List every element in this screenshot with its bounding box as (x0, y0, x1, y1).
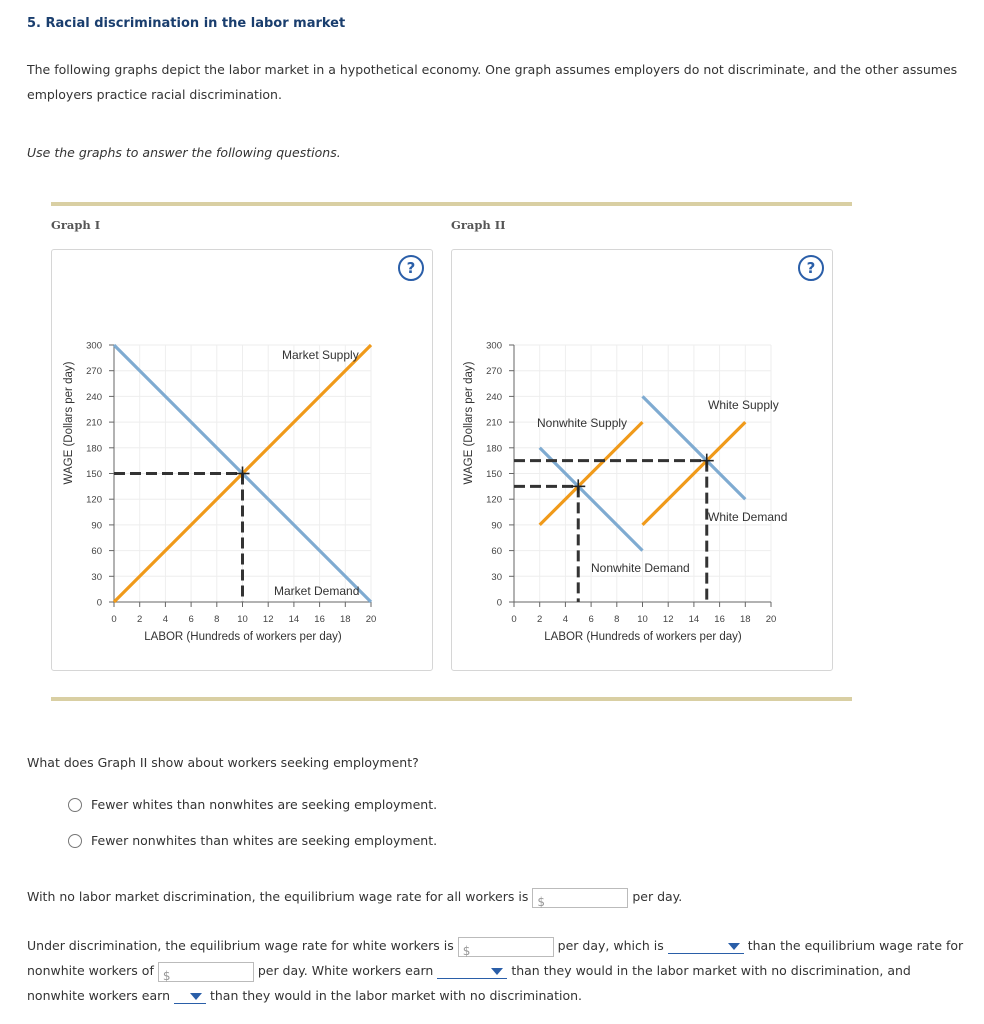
graph-2-y-tick-label: 120 (486, 494, 502, 506)
graph-2-y-tick-label: 150 (486, 469, 502, 480)
graph-1-y-tick-label: 120 (86, 494, 102, 506)
option-b-label: Fewer nonwhites than whites are seeking employment. (91, 833, 438, 848)
graph-1-y-tick-label: 180 (86, 443, 102, 455)
graph-1-panel (51, 249, 433, 671)
graph-1-x-tick-label: 16 (314, 614, 325, 625)
graph-1-y-tick-label: 0 (96, 597, 102, 609)
graph-2-y-axis-title: WAGE (Dollars per day) (463, 361, 475, 485)
graph-2-x-tick-label: 2 (537, 614, 543, 625)
graph-2-y-tick-label: 0 (496, 597, 502, 609)
graph-2-x-tick-label: 6 (588, 614, 594, 625)
radio-option-b[interactable] (68, 834, 82, 848)
graph-2-x-axis-title: LABOR (Hundreds of workers per day) (544, 631, 742, 643)
graph-1-x-tick-label: 18 (340, 614, 351, 625)
question-3-text-5: than they would in the labor market with no discrimination, and nonwhite workers earn (27, 963, 911, 1003)
graph-1-y-tick-label: 270 (86, 366, 102, 378)
question-1-option-a[interactable] (68, 797, 437, 812)
graph-1-help-icon[interactable]: ? (398, 255, 424, 281)
bottom-divider (51, 697, 852, 701)
graph-2-annotations (514, 454, 714, 602)
question-3-text-2: per day, which is (557, 938, 664, 953)
graph-2-x-tick-label: 4 (562, 614, 569, 625)
graph-2-x-tick-label: 0 (511, 614, 517, 625)
question-3-text-4: per day. White workers earn (257, 963, 434, 978)
chevron-down-icon (728, 943, 740, 950)
white-earnings-dropdown[interactable] (437, 965, 507, 979)
graph-2-panel (451, 249, 833, 671)
graph-2-help-icon[interactable]: ? (798, 255, 824, 281)
question-title: 5. Racial discrimination in the labor market (27, 16, 346, 31)
graph-2-y-tick-label: 30 (491, 571, 502, 583)
graph-2-y-tick-label: 90 (491, 520, 502, 532)
white-wage-input[interactable] (458, 937, 554, 957)
graph-2-y-tick-label: 240 (486, 391, 502, 403)
graph-2-x-tick-label: 20 (765, 614, 777, 625)
graph-1-x-tick-label: 6 (188, 614, 194, 625)
graph-1-x-tick-label: 0 (111, 614, 117, 625)
question-3-text-6: than they would in the labor market with no discrimination. (209, 988, 583, 1003)
graph-1-x-tick-label: 14 (288, 614, 300, 625)
graph-1-label: Graph I (51, 218, 101, 232)
currency-symbol: $ (162, 968, 171, 983)
currency-symbol: $ (462, 943, 471, 958)
question-3-text-3: than the equilibrium wage rate for nonwhite workers of (27, 938, 964, 978)
graph-2-y-tick-label: 210 (486, 417, 502, 429)
question-1-option-b[interactable] (68, 833, 437, 848)
graph-2-x-tick-label: 18 (740, 614, 751, 625)
intro-text: The following graphs depict the labor market in a hypothetical economy. One graph assumes employers do not discriminate, and the other assumes employers practice racial discrimination. (27, 62, 958, 102)
question-3 (27, 933, 967, 1008)
top-divider (51, 202, 852, 206)
graph-1-y-tick-label: 240 (86, 391, 102, 403)
question-1-prompt: What does Graph II show about workers seeking employment? (27, 755, 419, 770)
instruction-text: Use the graphs to answer the following questions. (27, 145, 341, 160)
nonwhite-earnings-dropdown[interactable] (174, 990, 206, 1004)
graph-2-y-tick-label: 60 (491, 546, 502, 558)
graph-1-x-tick-label: 12 (262, 614, 274, 625)
radio-option-a[interactable] (68, 798, 82, 812)
graph-2-y-tick-label: 180 (486, 443, 502, 455)
graph-1-y-axis-title: WAGE (Dollars per day) (63, 361, 75, 485)
nonwhite-wage-input[interactable] (158, 962, 254, 982)
question-3-text-1: Under discrimination, the equilibrium wage rate for white workers is (27, 938, 454, 953)
graph-1-y-tick-label: 30 (91, 571, 102, 583)
graph-1-x-tick-label: 8 (214, 614, 220, 625)
graph-2-x-tick-label: 10 (637, 614, 648, 625)
question-2 (27, 884, 682, 909)
graph-1-y-tick-label: 210 (86, 417, 102, 429)
graph-1-x-axis-title: LABOR (Hundreds of workers per day) (144, 631, 342, 643)
graph-1-demand-label: Market Demand (274, 584, 360, 598)
graph-2-x-tick-label: 12 (662, 614, 674, 625)
graph-1-x-tick-label: 20 (365, 614, 377, 625)
graph-1-y-tick-label: 300 (86, 340, 102, 352)
question-2-suffix: per day. (632, 889, 683, 904)
graph-2-x-tick-label: 8 (614, 614, 620, 625)
graph-2-white-demand-label: White Demand (708, 510, 788, 524)
graph-1-chart (52, 250, 432, 670)
comparison-dropdown[interactable] (668, 940, 744, 954)
graph-2-y-tick-label: 300 (486, 340, 502, 352)
graph-2-x-tick-label: 14 (688, 614, 700, 625)
chevron-down-icon (491, 968, 503, 975)
graph-1-y-tick-label: 60 (91, 546, 102, 558)
graph-2-nonwhite-supply-label: Nonwhite Supply (537, 416, 628, 430)
graph-2-x-tick-label: 16 (714, 614, 725, 625)
graph-1-supply-label: Market Supply (282, 348, 359, 362)
graph-1-x-tick-label: 4 (162, 614, 169, 625)
graph-2-chart (452, 250, 832, 670)
graph-2-label: Graph II (451, 218, 506, 232)
graph-1-x-tick-label: 10 (237, 614, 248, 625)
currency-symbol: $ (537, 894, 545, 909)
question-2-text: With no labor market discrimination, the equilibrium wage rate for all workers is (27, 889, 529, 904)
graph-1-y-tick-label: 150 (86, 469, 102, 480)
graph-2-y-tick-label: 270 (486, 366, 502, 378)
equilibrium-wage-input[interactable] (532, 888, 628, 908)
graph-1-y-tick-label: 90 (91, 520, 102, 532)
option-a-label: Fewer whites than nonwhites are seeking employment. (91, 797, 438, 812)
graph-2-axes (486, 341, 776, 626)
graph-2-nonwhite-demand-label: Nonwhite Demand (591, 561, 690, 575)
graph-2-white-supply-label: White Supply (708, 398, 779, 412)
graph-1-x-tick-label: 2 (137, 614, 143, 625)
chevron-down-icon (190, 993, 202, 1000)
